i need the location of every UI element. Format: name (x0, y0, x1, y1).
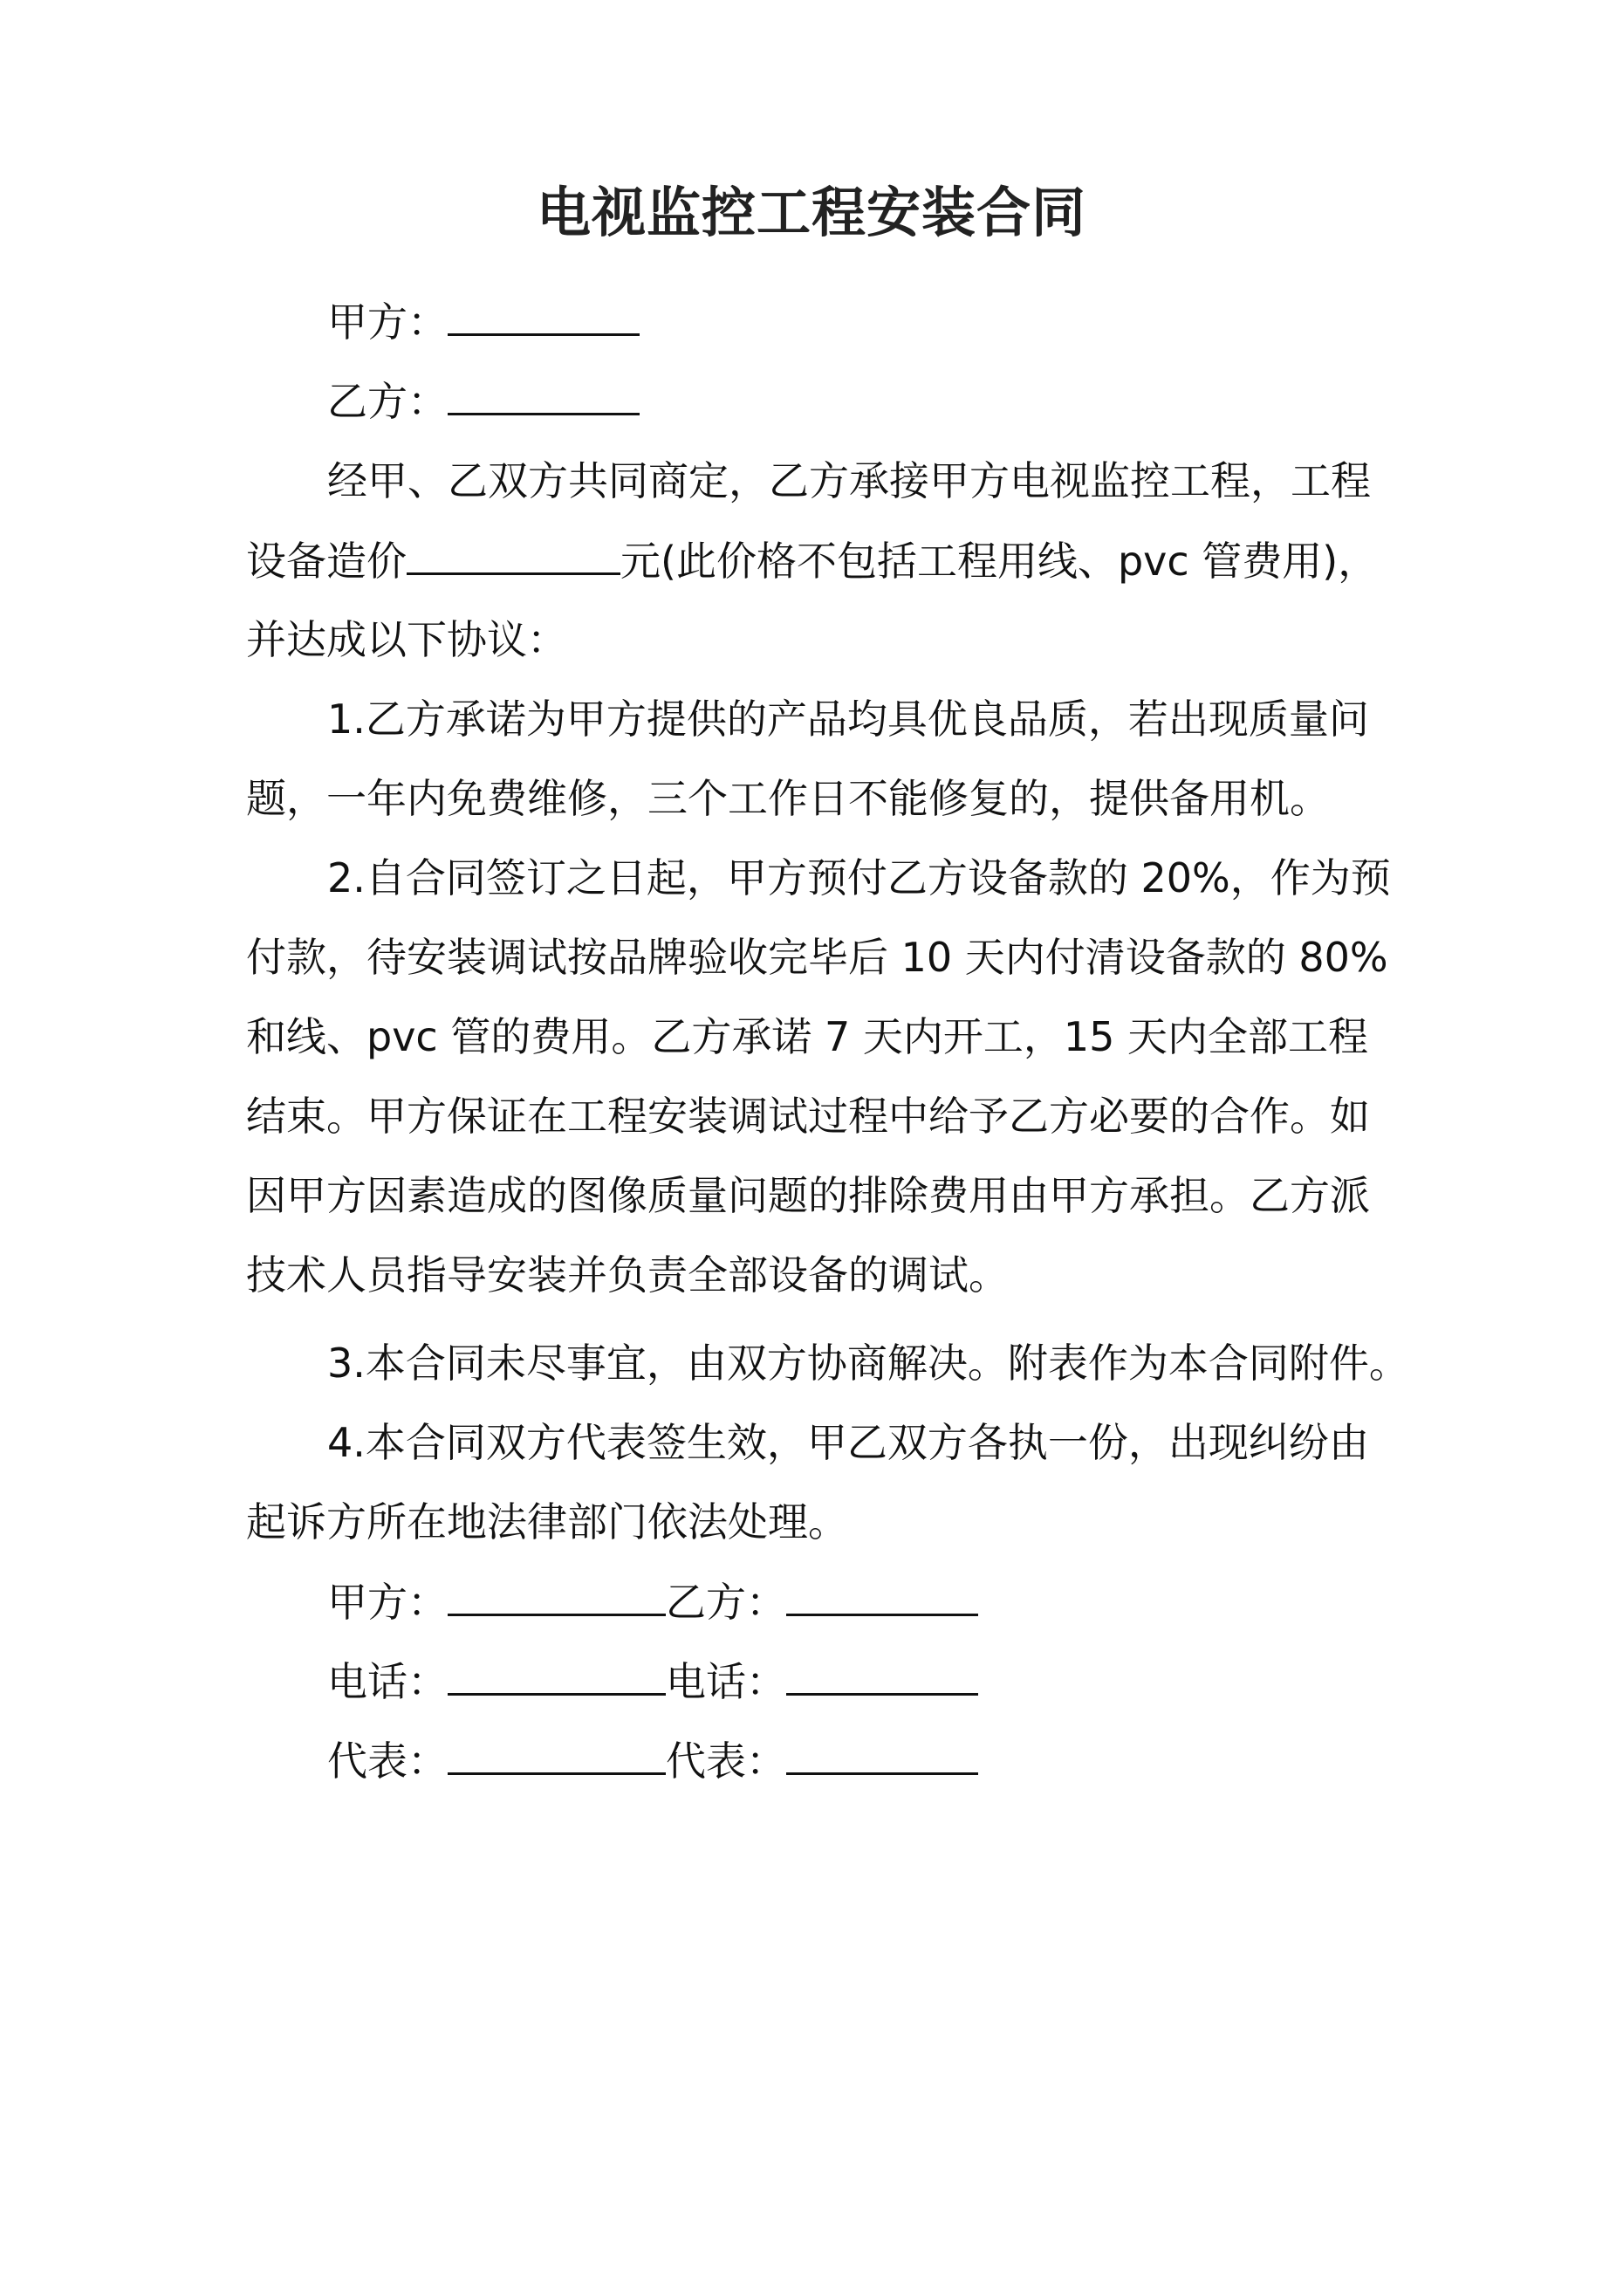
sign-party-b-blank[interactable] (786, 1575, 978, 1616)
sign-phone-b-blank[interactable] (786, 1655, 978, 1696)
price-note: 元(此价格不包括工程用线、pvc 管费用)， (620, 538, 1379, 585)
party-b-blank[interactable] (448, 374, 640, 415)
clause-1-line-2: 题，一年内免费维修，三个工作日不能修复的，提供备用机。 (246, 775, 1330, 822)
sign-party-a-label: 甲方： (327, 1579, 448, 1626)
sign-rep-b-blank[interactable] (786, 1734, 978, 1775)
signature-row-party (327, 1575, 978, 1628)
intro-line-2 (246, 534, 1378, 587)
clause-2-line-5: 因甲方因素造成的图像质量问题的排除费用由甲方承担。乙方派 (246, 1172, 1370, 1219)
sign-phone-b-label: 电话： (666, 1658, 786, 1705)
signature-row-rep (327, 1734, 978, 1787)
clause-2-line-1: 2.自合同签订之日起，甲方预付乙方设备款的 20%，作为预 (327, 854, 1391, 901)
price-blank[interactable] (407, 534, 620, 575)
sign-phone-a-label: 电话： (327, 1658, 448, 1705)
party-a-line (327, 295, 640, 348)
document-title: 电视监控工程安装合同 (536, 181, 1086, 244)
clause-1-line-1: 1.乙方承诺为甲方提供的产品均具优良品质，若出现质量问 (327, 696, 1369, 743)
sign-phone-a-blank[interactable] (448, 1655, 666, 1696)
clause-3-line-1: 3.本合同未尽事宜，由双方协商解决。附表作为本合同附件。 (327, 1340, 1409, 1387)
party-b-line (327, 374, 640, 428)
clause-4-line-1: 4.本合同双方代表签生效，甲乙双方各执一份，出现纠纷由 (327, 1419, 1369, 1466)
sign-rep-a-label: 代表： (327, 1737, 448, 1785)
price-label: 设备造价 (246, 538, 407, 585)
party-b-label: 乙方： (327, 378, 448, 425)
signature-row-phone (327, 1655, 978, 1708)
clause-2-line-2: 付款，待安装调试按品牌验收完毕后 10 天内付清设备款的 80% (246, 934, 1388, 981)
clause-2-line-6: 技术人员指导安装并负责全部设备的调试。 (246, 1251, 1009, 1299)
party-a-label: 甲方： (327, 298, 448, 346)
sign-party-b-label: 乙方： (666, 1579, 786, 1626)
clause-2-line-4: 结束。甲方保证在工程安装调试过程中给予乙方必要的合作。如 (246, 1093, 1370, 1140)
intro-line-1: 经甲、乙双方共同商定，乙方承接甲方电视监控工程，工程 (327, 457, 1371, 504)
party-a-blank[interactable] (448, 295, 640, 336)
sign-party-a-blank[interactable] (448, 1575, 666, 1616)
sign-rep-b-label: 代表： (666, 1737, 786, 1785)
clause-2-line-3: 和线、pvc 管的费用。乙方承诺 7 天内开工，15 天内全部工程 (246, 1013, 1369, 1060)
intro-line-3: 并达成以下协议： (246, 616, 567, 663)
sign-rep-a-blank[interactable] (448, 1734, 666, 1775)
clause-4-line-2: 起诉方所在地法律部门依法处理。 (246, 1498, 848, 1546)
